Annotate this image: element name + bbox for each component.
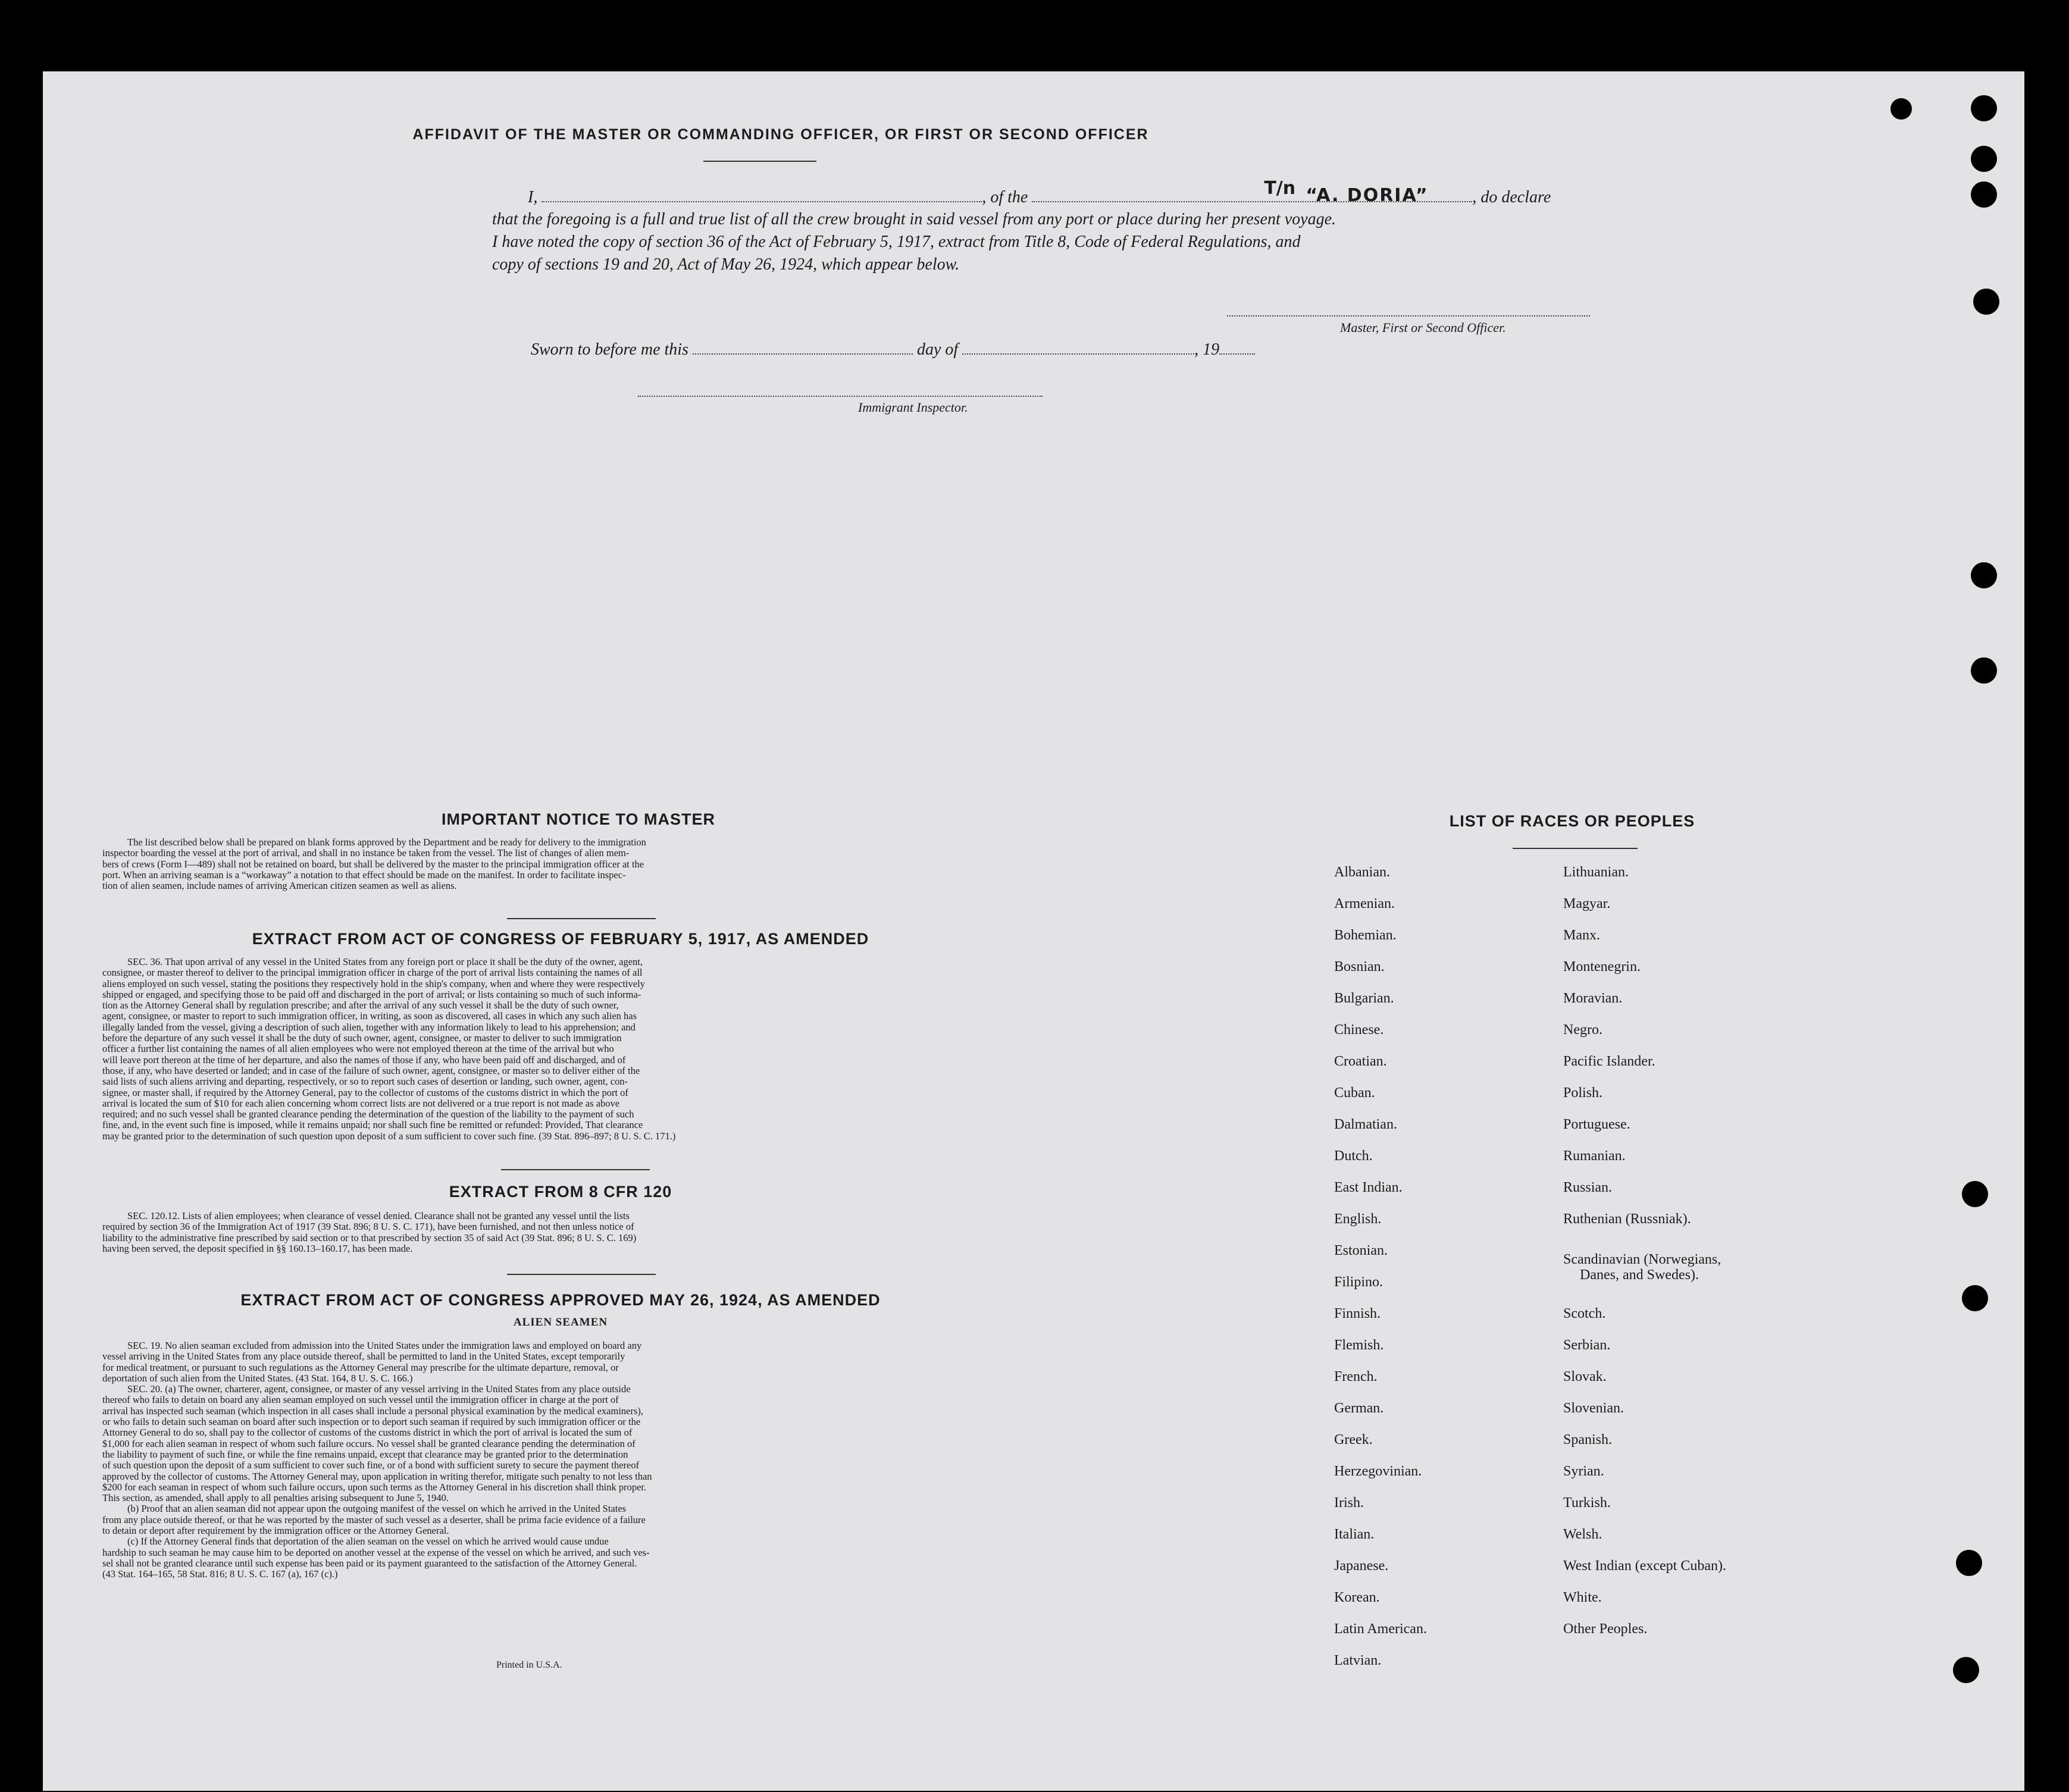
race-item: Irish. xyxy=(1334,1495,1364,1511)
extract-line: $200 for each seaman in respect of whom such failure occurs, upon such terms as the Attorney General in his discretion shall think proper. xyxy=(102,1481,647,1493)
races-col1 xyxy=(1334,71,1560,1791)
extract-line: agent, consignee, or master to report to such immigration officer, in writing, as soon as discovered, all cases in which any such alien has xyxy=(102,1010,637,1022)
race-item: Chinese. xyxy=(1334,1022,1384,1038)
punch-hole-icon xyxy=(1890,98,1912,120)
race-item: Filipino. xyxy=(1334,1274,1383,1290)
alien-seamen-subtitle: ALIEN SEAMEN xyxy=(513,1316,608,1329)
race-item: Italian. xyxy=(1334,1527,1375,1542)
extract-line: (43 Stat. 164–165, 58 Stat. 816; 8 U. S. C. 167 (a), 167 (c).) xyxy=(102,1568,338,1580)
extract-1917-title: EXTRACT FROM ACT OF CONGRESS OF FEBRUARY 5, 1917, AS AMENDED xyxy=(252,930,869,948)
extract-line: (c) If the Attorney General finds that deportation of the alien seaman on the vessel on which he arrived would cause undue xyxy=(127,1536,609,1547)
extract-line: tion as the Attorney General shall by regulation prescribe; and after the arrival of any such vessel it shall be the duty of such owner, xyxy=(102,1000,619,1011)
extract-line: from any place outside thereof, or that he was reported by the master of such vessel as a deserter, shall be prima facie evidence of a failure xyxy=(102,1514,646,1525)
race-item: Lithuanian. xyxy=(1563,864,1629,880)
extract-line: signee, or master shall, if required by the Attorney General, pay to the collector of customs of the customs district in which the port of xyxy=(102,1086,628,1098)
race-item: Korean. xyxy=(1334,1590,1380,1605)
race-item: Latin American. xyxy=(1334,1621,1427,1637)
race-item: Armenian. xyxy=(1334,896,1395,911)
race-item: Russian. xyxy=(1563,1180,1613,1195)
race-item: Montenegrin. xyxy=(1563,959,1641,975)
race-item: Herzegovinian. xyxy=(1334,1464,1422,1479)
race-item: Albanian. xyxy=(1334,864,1390,880)
race-item: Dutch. xyxy=(1334,1148,1373,1164)
punch-hole-icon xyxy=(1971,181,1997,208)
extract-line: said lists of such aliens arriving and departing, respectively, or so to report such cases of desertion or landing, such owner, agent, con- xyxy=(102,1076,628,1088)
race-item: Cuban. xyxy=(1334,1085,1375,1101)
master-name-field[interactable] xyxy=(541,186,982,202)
extract-line: to detain or deport after requirement by the immigration officer or the Attorney General. xyxy=(102,1525,449,1537)
extract-line: SEC. 19. No alien seaman excluded from admission into the United States under the immigration laws and employed on board any xyxy=(127,1340,642,1351)
race-item: Manx. xyxy=(1563,928,1600,943)
inspector-label: Immigrant Inspector. xyxy=(858,400,968,415)
notice-line: inspector boarding the vessel at the port of arrival, and shall in no instance be taken from the vessel. The list of changes of alien mem- xyxy=(102,847,630,859)
race-item: Slovak. xyxy=(1563,1369,1607,1384)
extract-line: fine, and, in the event such fine is imposed, while it remains unpaid; nor shall such fine be remitted or refunded: Provided, That clearance xyxy=(102,1119,643,1131)
race-item: Portuguese. xyxy=(1563,1117,1630,1132)
race-item: Welsh. xyxy=(1563,1527,1602,1542)
punch-hole-icon xyxy=(1971,562,1997,588)
race-item: Slovenian. xyxy=(1563,1401,1624,1416)
affidavit-title: AFFIDAVIT OF THE MASTER OR COMMANDING OFFICER, OR FIRST OR SECOND OFFICER xyxy=(412,126,1149,143)
punch-hole-icon xyxy=(1971,657,1997,684)
notice-title: IMPORTANT NOTICE TO MASTER xyxy=(442,810,715,828)
extract-line: SEC. 36. That upon arrival of any vessel in the United States from any foreign port or place it shall be the duty of the owner, agent, xyxy=(127,956,643,967)
race-item: Croatian. xyxy=(1334,1054,1387,1069)
printed-in-usa: Printed in U.S.A. xyxy=(496,1660,562,1670)
race-item: Polish. xyxy=(1563,1085,1603,1101)
extract-line: will leave port thereon at the time of her departure, and also the names of those if any, who have been paid off and discharged, and of xyxy=(102,1054,626,1066)
extract-line: This section, as amended, shall apply to all penalties arising subsequent to June 5, 1940. xyxy=(102,1492,449,1504)
extract-line: hardship to such seaman he may cause him to be deported on another vessel at the expense of the vessel on which he arrived, and such ves- xyxy=(102,1546,650,1558)
extract-line: arrival is located the sum of $10 for each alien concerning whom correct lists are not delivered or a true report is not made as above xyxy=(102,1097,620,1109)
races-title: LIST OF RACES OR PEOPLES xyxy=(1449,812,1695,830)
divider xyxy=(501,1169,650,1170)
form-sheet xyxy=(43,71,2024,1791)
notice-line: bers of crews (Form I—489) shall not be retained on board, but shall be delivered by the master to the principal immigration officer at the xyxy=(102,858,644,870)
extract-1924-body xyxy=(102,1340,1021,1580)
extract-line: for medical treatment, or pursuant to such regulations as the Attorney General may prescribe for the ultimate departure, removal, or xyxy=(102,1361,619,1373)
race-item: Japanese. xyxy=(1334,1558,1389,1574)
race-item: Flemish. xyxy=(1334,1337,1384,1353)
extract-cfr-title: EXTRACT FROM 8 CFR 120 xyxy=(449,1183,672,1201)
extract-line: approved by the collector of customs. The Attorney General may, upon application in writing therefor, mitigate such penalty to not less than xyxy=(102,1470,652,1482)
sworn-month-field[interactable] xyxy=(962,338,1194,355)
extract-line: illegally landed from the vessel, giving a description of such alien, together with any information likely to lead to his apprehension; and xyxy=(102,1021,636,1033)
year-text: , 19 xyxy=(1194,340,1220,359)
race-item: Negro. xyxy=(1563,1022,1602,1038)
sworn-year-field[interactable] xyxy=(1219,338,1255,355)
notice-line: tion of alien seamen, include names of arriving American citizen seamen as well as aliens. xyxy=(102,880,457,892)
race-item: Bulgarian. xyxy=(1334,991,1394,1006)
extract-line: required by section 36 of the Immigration Act of 1917 (39 Stat. 896; 8 U. S. C. 171), have been furnished, and not then unless notice of xyxy=(102,1221,634,1233)
punch-hole-icon xyxy=(1971,146,1997,172)
extract-line: SEC. 20. (a) The owner, charterer, agent, consignee, or master of any vessel arriving in the United States from any place outside xyxy=(127,1383,631,1395)
extract-line: having been served, the deposit specified in §§ 160.13–160.17, has been made. xyxy=(102,1242,413,1254)
extract-line: deportation of such alien from the United States. (43 Stat. 164, 8 U. S. C. 166.) xyxy=(102,1372,413,1384)
punch-hole-icon xyxy=(1971,95,1997,121)
race-item: German. xyxy=(1334,1401,1384,1416)
punch-hole-icon xyxy=(1956,1550,1982,1576)
sworn-line xyxy=(531,338,1255,361)
race-item: Serbian. xyxy=(1563,1337,1611,1353)
race-item: Bosnian. xyxy=(1334,959,1385,975)
race-item: Danes, and Swedes). xyxy=(1580,1267,1699,1283)
race-item: Scandinavian (Norwegians, xyxy=(1563,1252,1721,1267)
punch-hole-icon xyxy=(1953,1657,1979,1683)
divider xyxy=(507,918,656,919)
race-item: Greek. xyxy=(1334,1432,1373,1448)
affidavit-i: I, xyxy=(528,188,538,206)
race-item: Turkish. xyxy=(1563,1495,1611,1511)
race-item: Other Peoples. xyxy=(1563,1621,1648,1637)
extract-line: shipped or engaged, and specifying those to be paid off and discharged in the port of arrival; or lists containing so much of such informa- xyxy=(102,988,641,1000)
inspector-signature-line[interactable] xyxy=(638,396,1043,397)
race-item: Rumanian. xyxy=(1563,1148,1626,1164)
race-item: East Indian. xyxy=(1334,1180,1403,1195)
master-signature-label: Master, First or Second Officer. xyxy=(1340,320,1506,335)
extract-line: may be granted prior to the determination of such question upon deposit of a sum sufficient to cover such fine. (39 Stat. 896–897; 8 U. S. C. 171.) xyxy=(102,1130,676,1142)
extract-1924-title: EXTRACT FROM ACT OF CONGRESS APPROVED MAY 26, 1924, AS AMENDED xyxy=(240,1291,881,1309)
race-item: West Indian (except Cuban). xyxy=(1563,1558,1726,1574)
extract-cfr-body xyxy=(102,1211,1021,1254)
extract-line: consignee, or master thereof to deliver to the principal immigration officer in charge of the port of arrival lists containing the names of all xyxy=(102,967,643,979)
extract-line: liability to the administrative fine prescribed by said section or to that prescribed by section 35 of said Act (39 Stat. 896; 8 U. S. C. 169) xyxy=(102,1232,637,1243)
extract-line: required; and no such vessel shall be granted clearance pending the determination of the question of the liability to the payment of such xyxy=(102,1108,634,1120)
race-item: Finnish. xyxy=(1334,1306,1381,1321)
day-of-text: day of xyxy=(916,340,959,359)
race-item: Dalmatian. xyxy=(1334,1117,1397,1132)
race-item: Moravian. xyxy=(1563,991,1623,1006)
sworn-text: Sworn to before me this xyxy=(531,340,688,359)
extract-line: the liability to payment of such fine, or while the fine remains unpaid, except that clearance may be granted prior to the determination xyxy=(102,1448,628,1460)
vessel-prefix: T/n xyxy=(1264,178,1296,199)
notice-body xyxy=(102,837,1021,891)
races-col2 xyxy=(1563,71,1873,1791)
race-item: Ruthenian (Russniak). xyxy=(1563,1211,1691,1227)
punch-hole-icon xyxy=(1962,1285,1988,1311)
notice-line: The list described below shall be prepared on blank forms approved by the Department and be ready for delivery to the immigration xyxy=(127,837,646,848)
race-item: Latvian. xyxy=(1334,1653,1382,1668)
extract-line: arrival has inspected such seaman (which inspection in all cases shall include a personal physical examination by the medical examiners), xyxy=(102,1405,644,1417)
race-item: Scotch. xyxy=(1563,1306,1606,1321)
affidavit-line4: copy of sections 19 and 20, Act of May 26, 1924, which appear below. xyxy=(492,255,960,274)
race-item: English. xyxy=(1334,1211,1382,1227)
extract-line: before the departure of any such vessel it shall be the duty of such owner, agent, consignee, or master to deliver to such immigration xyxy=(102,1032,622,1044)
notice-line: port. When an arriving seaman is a “workaway” a notation to that effect should be made on the manifest. In order to facilitate inspec- xyxy=(102,869,626,881)
extract-line: Attorney General to do so, shall pay to the collector of customs of the customs district in which the port of arrival is located the sum of xyxy=(102,1427,633,1439)
sworn-day-field[interactable] xyxy=(693,338,913,355)
race-item: Bohemian. xyxy=(1334,928,1397,943)
extract-line: $1,000 for each alien seaman in respect of whom such failure occurs. No vessel shall be granted clearance pending the determination of xyxy=(102,1437,636,1449)
divider xyxy=(703,161,816,162)
race-item: Spanish. xyxy=(1563,1432,1613,1448)
extract-line: sel shall not be granted clearance until such expense has been paid or its payment guaranteed to the satisfaction of the Attorney General. xyxy=(102,1557,637,1569)
affidavit-line3: I have noted the copy of section 36 of the Act of February 5, 1917, extract from Title 8, Code of Federal Regulations, and xyxy=(492,233,1301,251)
extract-line: thereof who fails to detain on board any alien seaman employed on such vessel until the immigration officer in charge at the port of xyxy=(102,1394,619,1406)
affidavit-of-the: , of the xyxy=(982,188,1028,206)
race-item: Magyar. xyxy=(1563,896,1611,911)
affidavit-do-declare: , do declare xyxy=(1472,188,1551,206)
race-item: Pacific Islander. xyxy=(1563,1054,1655,1069)
vessel-name: “A. DORIA” xyxy=(1306,185,1429,206)
extract-line: vessel arriving in the United States from any place outside thereof, shall be permitted to land in the United States, except temporarily xyxy=(102,1351,625,1362)
extract-line: aliens employed on such vessel, stating the positions they respectively hold in the ship's company, when and where they were respectively xyxy=(102,978,645,989)
extract-line: those, if any, who have deserted or landed; and in case of the failure of such owner, agent, consignee, or master so to deliver either of the xyxy=(102,1064,640,1076)
race-item: French. xyxy=(1334,1369,1378,1384)
extract-line: officer a further list containing the names of all alien employees who were not employed thereon at the time of the arrival but who xyxy=(102,1043,614,1055)
extract-line: SEC. 120.12. Lists of alien employees; when clearance of vessel denied. Clearance shall not be granted any vessel until the lists xyxy=(127,1210,630,1221)
punch-hole-icon xyxy=(1973,289,1999,315)
race-item: Estonian. xyxy=(1334,1243,1388,1258)
extract-1917-body xyxy=(102,957,1021,1142)
race-item: Syrian. xyxy=(1563,1464,1604,1479)
affidavit-line2: that the foregoing is a full and true list of all the crew brought in said vessel from any port or place during her present voyage. xyxy=(492,210,1336,228)
extract-line: (b) Proof that an alien seaman did not appear upon the outgoing manifest of the vessel on which he arrived in the United States xyxy=(127,1503,627,1515)
extract-line: of such question upon the deposit of a sum sufficient to cover such fine, or of a bond with sufficient surety to secure the payment thereof xyxy=(102,1459,640,1471)
punch-hole-icon xyxy=(1962,1181,1988,1207)
divider xyxy=(507,1274,656,1275)
extract-line: or who fails to detain such seaman on board after such inspection or to deport such seaman if required by such immigration officer or the xyxy=(102,1416,641,1428)
race-item: White. xyxy=(1563,1590,1602,1605)
